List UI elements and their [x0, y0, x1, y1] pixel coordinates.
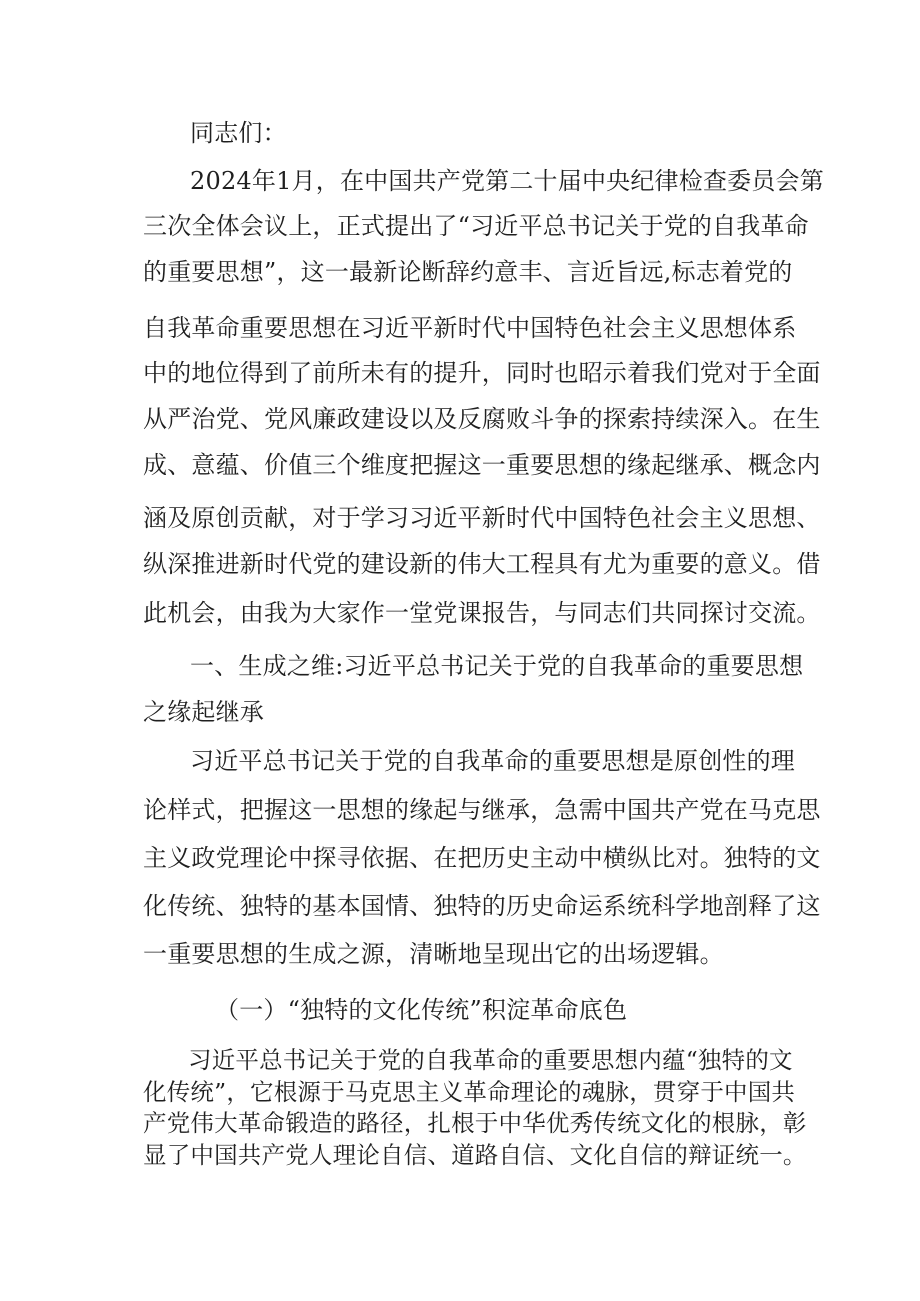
intro-line-6: 从严治党、党风廉政建设以及反腐败斗争的探索持续深入。在生 [143, 405, 821, 433]
salutation: 同志们： [190, 119, 287, 147]
section1-body-line-5: 一重要思想的生成之源，清晰地呈现出它的出场逻辑。 [143, 940, 724, 968]
subsection1-body-line-3: 产党伟大革命锻造的路径，扎根于中华优秀传统文化的根脉，彰 [143, 1109, 807, 1137]
section1-body-line-4: 化传统、独特的基本国情、独特的历史命运系统科学地剖释了这 [143, 892, 821, 920]
section1-heading-line-1: 一、生成之维:习近平总书记关于党的自我革命的重要思想 [190, 652, 804, 680]
section1-body-line-3: 主义政党理论中探寻依据、在把历史主动中横纵比对。独特的文 [143, 844, 821, 872]
subsection1-body-line-2: 化传统”，它根源于马克思主义革命理论的魂脉，贯穿于中国共 [143, 1078, 796, 1106]
section1-heading-line-2: 之缘起继承 [143, 698, 264, 726]
section1-body-line-2: 论样式，把握这一思想的缘起与继承，急需中国共产党在马克思 [143, 796, 821, 824]
subsection1-body-line-4: 显了中国共产党人理论自信、道路自信、文化自信的辩证统一。 [143, 1141, 807, 1169]
intro-line-2: 三次全体会议上，正式提出了“习近平总书记关于党的自我革命 [143, 212, 809, 240]
intro-line-4: 自我革命重要思想在习近平新时代中国特色社会主义思想体系 [143, 314, 797, 342]
intro-line-3: 的重要思想”，这一最新论断辞约意丰、言近旨远,标志着党的 [143, 258, 793, 286]
intro-line-7: 成、意蕴、价值三个维度把握这一重要思想的缘起继承、概念内 [143, 451, 821, 479]
intro-line-1: 2024年1月，在中国共产党第二十届中央纪律检查委员会第 [190, 167, 824, 195]
intro-line-9: 纵深推进新时代党的建设新的伟大工程具有尤为重要的意义。借 [143, 550, 821, 578]
subsection1-heading: （一）“独特的文化传统”积淀革命底色 [215, 996, 628, 1024]
intro-line-10: 此机会，由我为大家作一堂党课报告，与同志们共同探讨交流。 [143, 599, 821, 627]
section1-body-line-1: 习近平总书记关于党的自我革命的重要思想是原创性的理 [190, 747, 795, 775]
intro-line-5: 中的地位得到了前所未有的提升，同时也昭示着我们党对于全面 [143, 359, 821, 387]
intro-line-8: 涵及原创贡献，对于学习习近平新时代中国特色社会主义思想、 [143, 504, 821, 532]
subsection1-body-line-1: 习近平总书记关于党的自我革命的重要思想内蕴“独特的文 [188, 1046, 793, 1074]
